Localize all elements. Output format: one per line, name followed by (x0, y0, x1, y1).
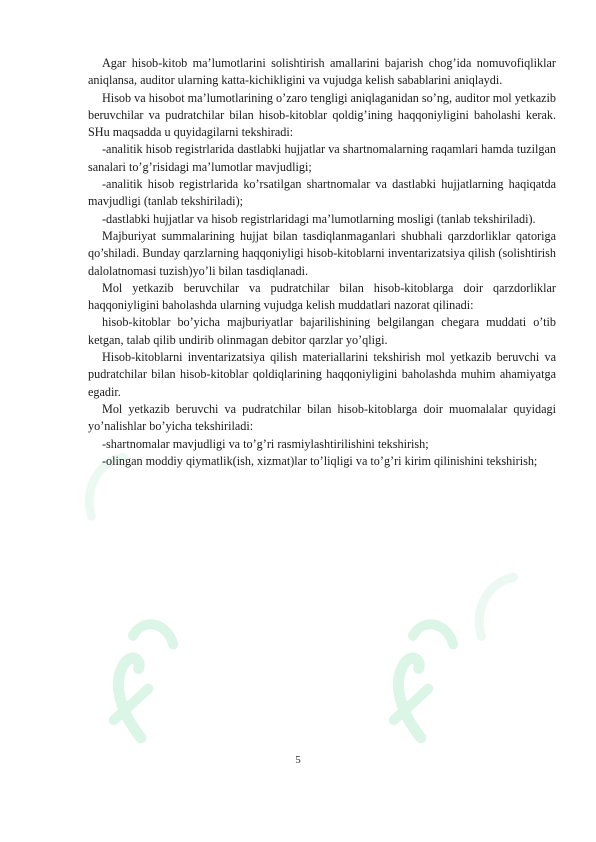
watermark-arc-right (411, 616, 454, 660)
paragraph: Hisob va hisobot ma’lumotlarining o’zaro tengligi aniqlaganidan so’ng, auditor mol yetkazib beruvchilar va pudratchilar bilan hisob-kitoblar qoldig’ining haqqoniyligini baholashi kerak. SHu maqsadda u quyidagilarni tekshiradi: (88, 90, 556, 140)
watermark-glyph-left (100, 655, 175, 738)
page-number: 5 (295, 754, 301, 766)
paragraph: Mol yetkazib beruvchi va pudratchilar bilan hisob-kitoblarga doir muomalalar quyidagi yo’nalishlar bo’yicha tekshiriladi: (88, 401, 556, 434)
watermark-bar-right (390, 689, 431, 720)
paragraph: -dastlabki hujjatlar va hisob registrlaridagi ma’lumotlarning mosligi (tanlab tekshiriladi). (102, 211, 536, 226)
paragraph: -olingan moddiy qiymatlik(ish, xizmat)lar to’liqligi va to’g’ri kirim qilinishini tekshirish; (102, 453, 538, 468)
paragraph: Majburiyat summalarining hujjat bilan tasdiqlanmaganlari shubhali qarzdorliklar qatoriga qo’shiladi. Bunday qarzlarning haqqoniyligi hisob-kitoblarni inventarizatsiya qilish (solishtirish dalolatnomasi tuzish)yo’li bilan tasdiqlanadi. (88, 228, 556, 278)
paragraph: Agar hisob-kitob ma’lumotlarini solishtirish amallarini bajarish chog’ida nomuvofiqliklar aniqlansa, auditor ularning katta-kichikligini va vujudga kelish sabablarini aniqlaydi. (88, 56, 556, 88)
watermark-glyph-right (380, 655, 455, 738)
paragraph: -shartnomalar mavjudligi va to’g’ri rasmiylashtirilishini tekshirish; (102, 436, 429, 451)
body-text (88, 55, 556, 470)
watermark-marks (72, 454, 531, 744)
watermark-bar-left (110, 689, 151, 720)
paragraph: -analitik hisob registrlarida ko’rsatilgan shartnomalar va dastlabki hujjatlarning haqiqatda mavjudligi (tanlab tekshiriladi); (88, 177, 556, 209)
watermark-arc-left (131, 616, 174, 660)
paragraph: Mol yetkazib beruvchilar va pudratchilar bilan hisob-kitoblarga doir qarzdorliklar haqqoniyligini baholashda ularning vujudga kelish muddatlari nazorat qilinadi: (88, 280, 556, 313)
watermark-faint-mark-right (462, 574, 531, 636)
paragraph: Hisob-kitoblarni inventarizatsiya qilish materiallarini tekshirish mol yetkazib beruvchi va pudratchilar bilan hisob-kitoblar qoldiqlarining haqqoniyligini baholashda muhim ahamiyatga egadir. (88, 350, 556, 399)
paragraph: hisob-kitoblar bo’yicha majburiyatlar bajarilishining belgilangan chegara muddati o’tib ketgan, talab qilib undirib olinmagan debitor qarzlar yo’qligi. (88, 315, 556, 347)
paragraph: -analitik hisob registrlarida dastlabki hujjatlar va shartnomalarning raqamlari hamda tuzilgan sanalari to’g’risidagi ma’lumotlar mavjudligi; (88, 142, 556, 174)
